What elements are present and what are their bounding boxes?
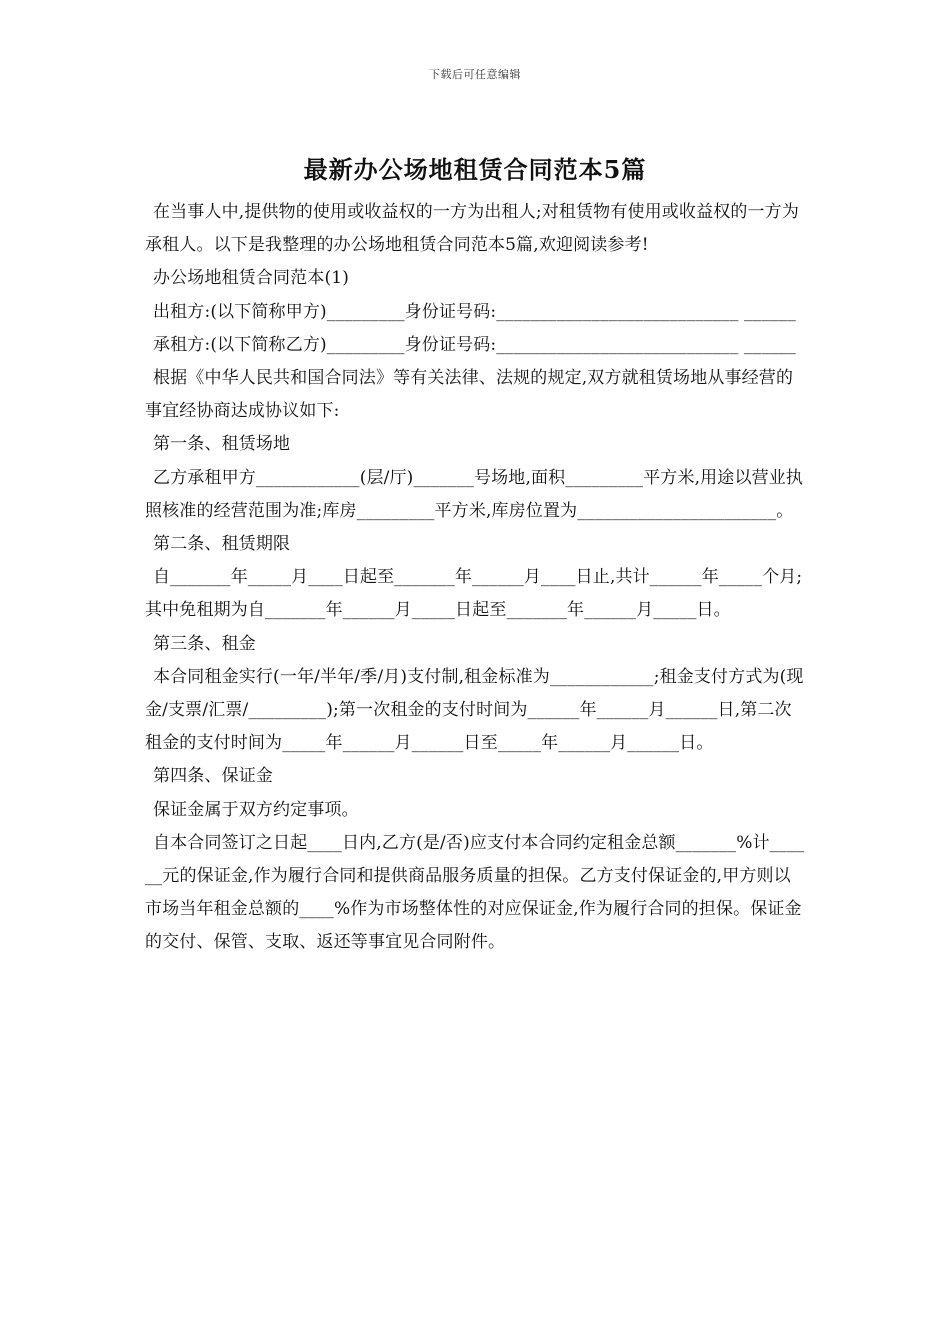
header-note: 下载后可任意编辑 (429, 68, 521, 81)
article-2-text: 自_______年_____月____日起至_______年______月____日止,共计______年_____个月;其中免租期为自_______年______月_____日起至_______年______月_____日。 (145, 567, 803, 621)
intro-paragraph: 在当事人中,提供物的使用或收益权的一方为出租人;对租赁物有使用或收益权的一方为承租人。以下是我整理的办公场地租赁合同范本5篇,欢迎阅读参考! (145, 202, 799, 256)
article-3-heading: 第三条、租金 (153, 633, 256, 654)
article-4-text-1: 保证金属于双方约定事项。 (153, 799, 359, 820)
article-3-text: 本合同租金实行(一年/半年/季/月)支付制,租金标准为____________;租金支付方式为(现金/支票/汇票/_________);第一次租金的支付时间为______年______月______日,第二次租金的支付时间为_____年______月______日至_____年______月______日。 (145, 666, 804, 754)
article-4-text-2: 自本合同签订之日起____日内,乙方(是/否)应支付本合同约定租金总额_______%计______元的保证金,作为履行合同和提供商品服务质量的担保。乙方支付保证金的,甲方则以市场当年租金总额的____%作为市场整体性的对应保证金,作为履行合同的担保。保证金的交付、保管、支取、返还等事宜见合同附件。 (145, 832, 805, 953)
article-1-heading: 第一条、租赁场地 (153, 434, 291, 455)
article-4-heading: 第四条、保证金 (153, 766, 274, 787)
lessor-line: 出租方:(以下简称甲方)_________身份证号码:____________________________ ______ (153, 301, 796, 322)
contract-heading: 办公场地租赁合同范本(1) (153, 268, 350, 289)
lessee-line: 承租方:(以下简称乙方)_________身份证号码:____________________________ ______ (153, 334, 796, 355)
document-body (145, 196, 807, 960)
article-2-heading: 第二条、租赁期限 (153, 534, 291, 555)
document-title: 最新办公场地租赁合同范本5篇 (303, 155, 647, 184)
article-1-text: 乙方承租甲方____________(层/厅)_______号场地,面积_________平方米,用途以营业执照核准的经营范围为准;库房_________平方米,库房位置为_______________________。 (145, 467, 804, 521)
legal-basis-paragraph: 根据《中华人民共和国合同法》等有关法律、法规的规定,双方就租赁场地从事经营的事宜经协商达成协议如下: (145, 368, 794, 422)
